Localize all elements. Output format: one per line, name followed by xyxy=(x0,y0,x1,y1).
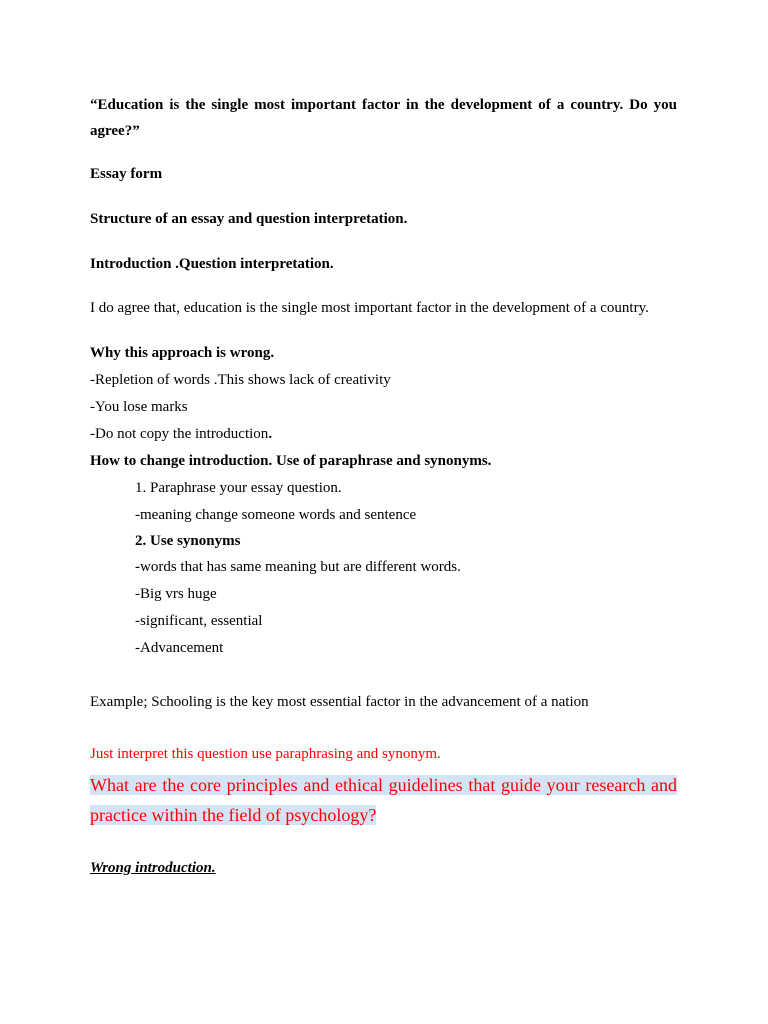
example-sentence: Example; Schooling is the key most essential factor in the advancement of a nation xyxy=(90,694,589,710)
highlighted-question-line-2 xyxy=(90,800,677,830)
sample-introduction: I do agree that, education is the single most important factor in the development of a country. xyxy=(90,300,649,316)
how-to-change-heading: How to change introduction. Use of paraphrase and synonyms. xyxy=(90,453,492,469)
step-2-note xyxy=(135,557,461,577)
structure-heading: Structure of an essay and question interpretation. xyxy=(90,211,408,227)
highlighted-question-line-2-text: practice within the field of psychology? xyxy=(90,805,377,825)
why-wrong-item: -Repletion of words .This shows lack of creativity xyxy=(90,372,391,388)
highlighted-question-line-1-text: What are the core principles and ethical guidelines that guide your research and xyxy=(90,775,677,795)
synonym-example: -Advancement xyxy=(135,640,224,656)
essay-question-line-2: agree?” xyxy=(90,123,140,139)
synonym-example: -significant, essential xyxy=(135,613,263,629)
essay-form-heading: Essay form xyxy=(90,166,163,182)
highlighted-question-line-1 xyxy=(90,770,677,800)
why-wrong-item-period: . xyxy=(268,426,273,442)
step-2-note-dash: - xyxy=(135,559,140,575)
step-1-label: 1. Paraphrase your essay question. xyxy=(135,480,342,496)
why-wrong-item: -You lose marks xyxy=(90,399,188,415)
essay-question-title xyxy=(90,92,677,144)
instruction-red: Just interpret this question use paraphrasing and synonym. xyxy=(90,746,441,762)
step-1-note: -meaning change someone words and sentence xyxy=(135,507,417,523)
step-2-note-text: words that has same meaning but are different words. xyxy=(140,559,461,575)
why-wrong-item xyxy=(90,424,272,444)
synonym-example: -Big vrs huge xyxy=(135,586,217,602)
wrong-introduction-heading: Wrong introduction. xyxy=(90,860,216,876)
step-2-label: 2. Use synonyms xyxy=(135,533,241,549)
why-wrong-item-text: -Do not copy the introduction xyxy=(90,426,269,442)
introduction-heading: Introduction .Question interpretation. xyxy=(90,256,334,272)
highlighted-question xyxy=(90,770,677,830)
essay-question-line-1: “Education is the single most important factor in the development of a country. Do you xyxy=(90,97,677,113)
why-wrong-heading: Why this approach is wrong. xyxy=(90,345,275,361)
